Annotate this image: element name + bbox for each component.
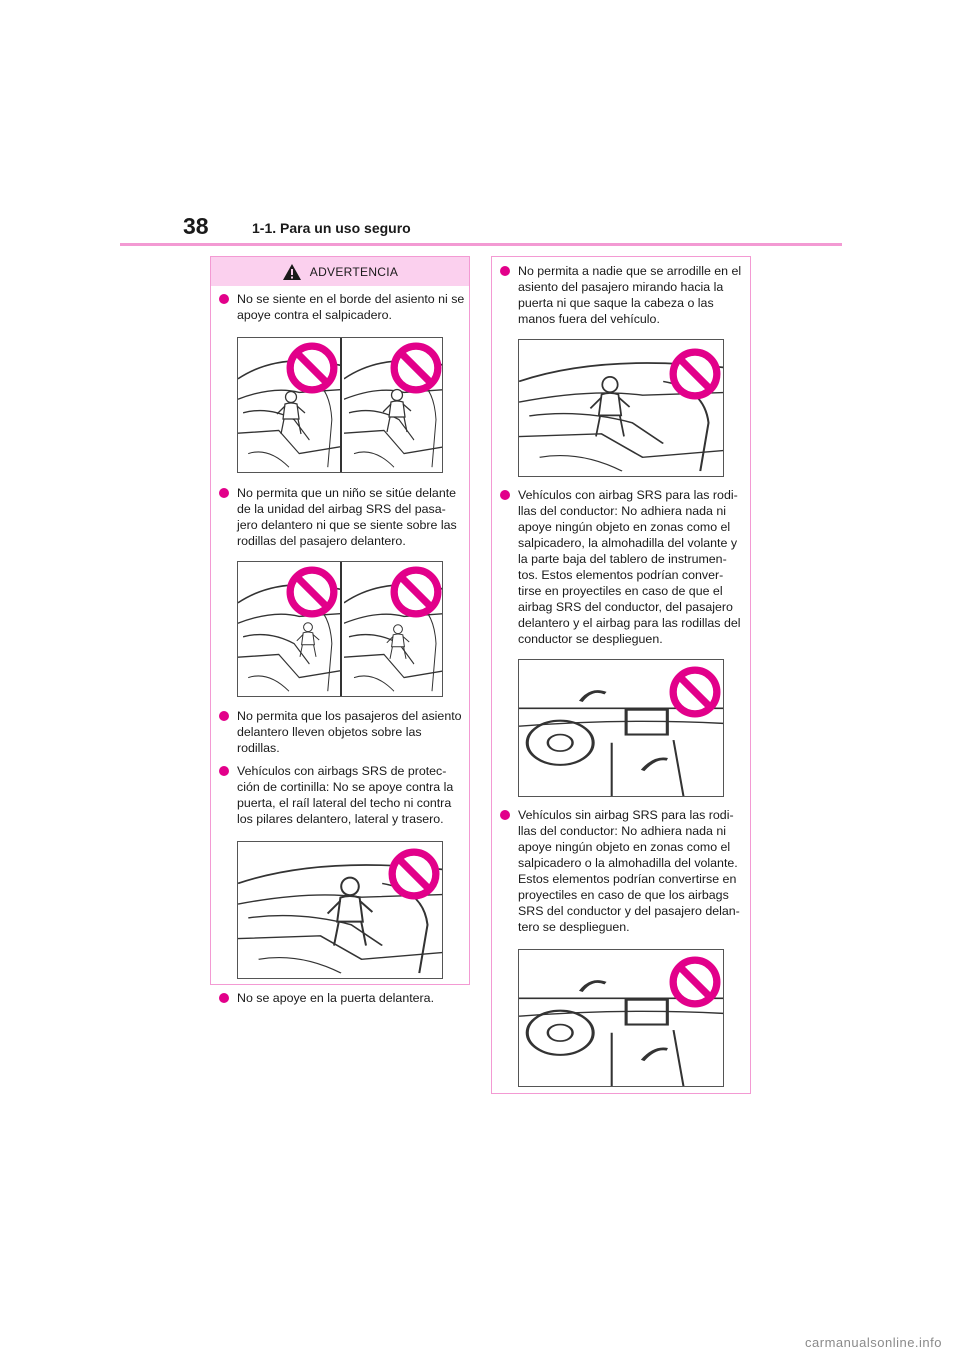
list-item: [219, 708, 465, 756]
header-rule: [120, 243, 842, 246]
section-title: 1-1. Para un uso seguro: [252, 220, 411, 236]
prohibition-icon: [286, 342, 338, 394]
list-item: [219, 485, 465, 549]
prohibition-icon: [669, 666, 721, 718]
bullet-icon: [219, 488, 229, 498]
bullet-icon: [500, 810, 510, 820]
prohibition-icon: [669, 348, 721, 400]
illustration-divider: [340, 338, 342, 472]
item-text: Vehículos con airbags SRS de protec-ción de cortinilla: No se apoye contra la puerta, el raíl lateral del techo ni contra los pilares delantero, lateral y trasero.: [237, 764, 454, 826]
item-text: No se apoye en la puerta delantera.: [237, 991, 435, 1005]
illustration-kneeling: [518, 339, 724, 477]
item-text: No permita que los pasajeros del asiento delantero lleven objetos sobre las rodillas.: [237, 709, 462, 755]
bullet-icon: [500, 266, 510, 276]
item-text: No se siente en el borde del asiento ni se apoye contra el salpicadero.: [237, 292, 465, 322]
prohibition-icon: [390, 342, 442, 394]
warning-header: [211, 257, 469, 286]
illustration-child-airbag: [237, 561, 443, 697]
illustration-dashboard-knee-airbag: [518, 659, 724, 797]
bullet-icon: [219, 993, 229, 1003]
item-text: Vehículos sin airbag SRS para las rodi-llas del conductor: No adhiera nada ni apoye ningún objeto en zonas como el salpicadero o la almohadilla del volante. Estos elementos podrían convertirse en proyectiles en caso de que los airbags SRS del conductor y del pasajero delan-tero se desplieguen.: [518, 808, 740, 934]
prohibition-icon: [390, 566, 442, 618]
item-text: Vehículos con airbag SRS para las rodi-llas del conductor: No adhiera nada ni apoye ningún objeto en zonas como el salpicadero, la almohadilla del volante y la parte baja del tablero de instrumen-tos. Estos elementos podrían conver-tirse en proyectiles en caso de que el airbag SRS del conductor, del pasajero delantero y el airbag para las rodillas del conductor se desplieguen.: [518, 488, 741, 646]
warning-box-left: [210, 256, 470, 1005]
page-number: 38: [183, 213, 209, 239]
list-item: [500, 263, 746, 327]
bullet-icon: [219, 766, 229, 776]
illustration-door-lean: [237, 841, 443, 979]
prohibition-icon: [388, 848, 440, 900]
list-item: [219, 990, 465, 1006]
list-item: [500, 807, 746, 935]
list-item: [219, 763, 465, 827]
warning-title: ADVERTENCIA: [309, 264, 399, 279]
item-text: No permita que un niño se sitúe delante de la unidad del airbag SRS del pasa-jero delantero ni que se siente sobre las rodillas del pasajero delantero.: [237, 486, 457, 548]
bullet-icon: [219, 294, 229, 304]
bullet-icon: [500, 490, 510, 500]
warning-box-right: [491, 256, 751, 1094]
prohibition-icon: [286, 566, 338, 618]
item-text: No permita a nadie que se arrodille en el asiento del pasajero mirando hacia la puerta ni que saque la cabeza o las manos fuera del vehículo.: [518, 264, 742, 326]
bullet-icon: [219, 711, 229, 721]
illustration-seat-edge: [237, 337, 443, 473]
illustration-dashboard-no-knee-airbag: [518, 949, 724, 1087]
list-item: [500, 487, 746, 647]
list-item: [219, 291, 465, 323]
warning-triangle-icon: [282, 263, 302, 281]
prohibition-icon: [669, 956, 721, 1008]
footer-watermark: carmanualsonline.info: [805, 1335, 942, 1350]
illustration-divider: [340, 562, 342, 696]
